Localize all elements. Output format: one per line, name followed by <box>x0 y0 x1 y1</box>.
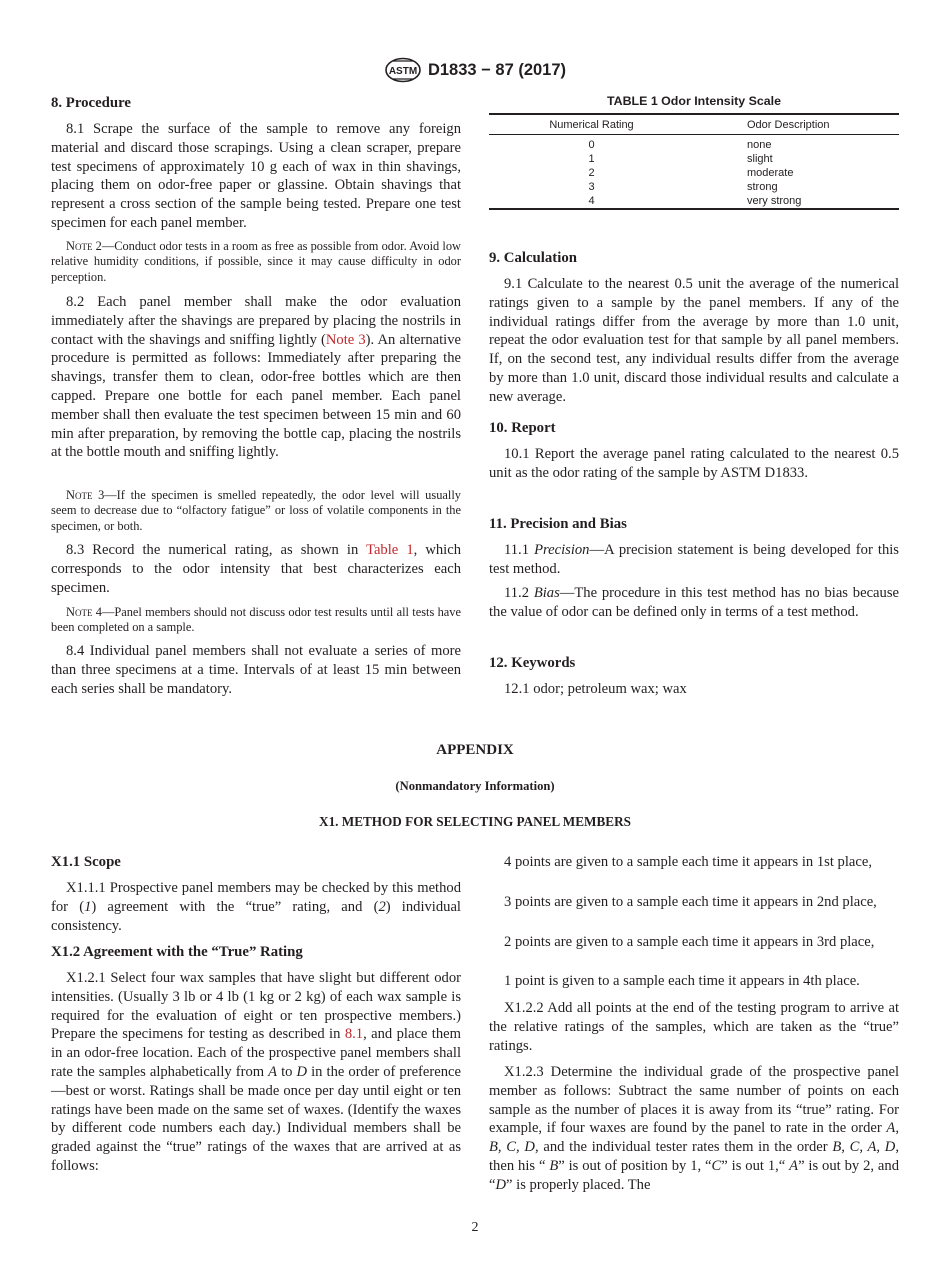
logo-text: ASTM <box>388 66 418 77</box>
points-3rd: 2 points are given to a sample each time it appears in 3rd place, <box>504 934 875 950</box>
note-3-text: —If the specimen is smelled repeatedly, the odor level will usually seem to decrease due to “olfactory fatigue” or loss of volatile components in the specimen, or both. <box>51 488 461 533</box>
astm-logo-icon <box>384 57 422 83</box>
section-11-heading: 11. Precision and Bias <box>489 516 627 532</box>
table-row <box>489 152 899 166</box>
para-x1-2-3-a: X1.2.3 Determine the individual grade of the prospective panel member as follows: Subtract the same number of points on each sample as the number of places it is away from its “true” rating. For example, if four waxes are found by the panel to rate in the order <box>489 1064 899 1137</box>
letter-b: B <box>549 1157 559 1174</box>
page-header <box>0 56 950 84</box>
section-9-heading: 9. Calculation <box>489 250 577 266</box>
rating-cell: 1 <box>588 153 595 165</box>
note-4-text: —Panel members should not discuss odor test results until all tests have been completed on a sample. <box>51 605 461 635</box>
para-x1-2-1-b: , and place them in an odor-free location. Each of the prospective panel members shall rate the samples alphabetically from <box>51 1026 461 1080</box>
para-8-1: 8.1 Scrape the surface of the sample to remove any foreign material and discard those scrapings. Using a clean scraper, prepare test specimens of approximately 10 g each of wax in thin shavings, placing them on odor-free paper or glassine. Obtain shavings that represent a cross section of the sample being tested. Prepare one test specimen for each panel member. <box>51 121 461 231</box>
para-x1-1-1-c: ) individual consistency. <box>51 898 461 934</box>
para-8-2-a: 8.2 Each panel member shall make the odor evaluation immediately after the shavings are prepared by placing the nostrils in contact with the shavings and sniffing lightly ( <box>51 294 461 348</box>
para-x1-2-1-a: X1.2.1 Select four wax samples that have slight but different odor intensities. (Usually 3 lb or 4 lb (1 kg or 2 kg) of each wax sample is required for the evaluation of eight or ten prospective members.) Prepare the specimens for testing as described in <box>51 970 461 1043</box>
para-x1-2-3-e: ” is out 1,“ <box>721 1157 790 1174</box>
letter-d-2: D <box>495 1176 507 1193</box>
order-tester: B, C, A, D <box>832 1139 896 1156</box>
para-x1-2-3-f: ” is out by 2, and “ <box>489 1157 899 1193</box>
para-8-3-a: 8.3 Record the numerical rating, as shown in <box>66 542 367 558</box>
table-row <box>489 135 899 153</box>
para-x1-2-1-d: in the order of preference—best or worst. Ratings shall be made once per day until eight or ten ratings have been made on the same set of waxes. (Identify the waxes by different code numbers each day.) Individual members shall be graded against the “true” ratings of the waxes that are arrived at as follows: <box>51 1063 461 1174</box>
section-8-heading: 8. Procedure <box>51 95 131 111</box>
description-cell: very strong <box>747 195 802 207</box>
rating-cell: 4 <box>588 195 595 207</box>
col-header-rating: Numerical Rating <box>549 119 634 131</box>
para-11-2 <box>489 584 899 622</box>
odor-intensity-table <box>489 113 899 210</box>
appendix-title: APPENDIX <box>436 742 514 758</box>
para-x1-1-1 <box>51 879 461 935</box>
rating-cell: 0 <box>588 139 595 151</box>
appendix-subtitle: (Nonmandatory Information) <box>395 779 555 793</box>
para-x1-2-1-c: to <box>277 1063 297 1080</box>
para-8-3-b: , which corresponds to the odor intensity that best characterizes each specimen. <box>51 542 461 596</box>
para-x1-2-1 <box>51 969 461 1176</box>
note-3 <box>51 488 461 534</box>
section-12-heading: 12. Keywords <box>489 655 576 671</box>
para-8-3 <box>51 541 461 597</box>
letter-a: A <box>268 1063 278 1080</box>
table-row <box>489 166 899 180</box>
para-x1-1-1-a: X1.1.1 Prospective panel members may be checked by this method for ( <box>51 880 461 915</box>
table-1-link[interactable]: Table 1 <box>366 542 414 558</box>
para-8-2 <box>51 293 461 462</box>
para-11-2-num: 11.2 <box>504 585 534 601</box>
note-3-label: Note 3 <box>66 488 105 502</box>
para-11-1 <box>489 541 899 579</box>
table-row <box>489 180 899 194</box>
para-8-2-b: ). An alternative procedure is permitted as follows: Immediately after preparing the shavings, transfer them to clean, odor-free bottles which are then capped. Prepare one bottle for each panel member. Each panel member shall then evaluate the test specimen between 15 min and 60 min after preparation, by removing the bottle cap, placing the nostrils at the bottle mouth and sniffing lightly. <box>51 331 461 461</box>
letter-c: C <box>711 1157 722 1174</box>
note-2-label: Note 2 <box>66 239 102 253</box>
para-x1-1-1-b: ) agreement with the “true” rating, and ( <box>91 898 379 915</box>
points-1st: 4 points are given to a sample each time it appears in 1st place, <box>504 854 872 870</box>
para-x1-2-3-b: , and the individual tester rates them in the order <box>534 1139 833 1156</box>
para-11-2-text: —The procedure in this test method has no bias because the value of odor can be defined only in terms of a test method. <box>489 585 899 620</box>
x1-title: X1. METHOD FOR SELECTING PANEL MEMBERS <box>319 814 631 829</box>
page-number: 2 <box>471 1220 479 1235</box>
rating-cell: 3 <box>588 181 595 193</box>
para-x1-2-3-c: , then his “ <box>489 1139 900 1174</box>
para-12-1: 12.1 odor; petroleum wax; wax <box>504 681 687 697</box>
order-panel: A, B, C, D <box>489 1120 899 1156</box>
para-8-4: 8.4 Individual panel members shall not evaluate a series of more than three specimens at a time. Intervals of at least 15 min between each series shall be mandatory. <box>51 643 461 697</box>
rating-cell: 2 <box>588 167 595 179</box>
description-cell: none <box>747 139 772 151</box>
item-number-1: 1 <box>84 898 92 915</box>
bias-term: Bias <box>533 585 560 601</box>
description-cell: moderate <box>747 167 794 179</box>
document-id: D1833 − 87 (2017) <box>427 60 567 79</box>
para-x1-2-3-g: ” is properly placed. The <box>506 1176 651 1193</box>
note-3-link[interactable]: Note 3 <box>325 331 366 348</box>
note-4 <box>51 605 461 636</box>
para-x1-2-2: X1.2.2 Add all points at the end of the testing program to arrive at the relative ratings of the samples, which are taken as the “true” ratings. <box>489 1000 899 1054</box>
points-2nd: 3 points are given to a sample each time it appears in 2nd place, <box>504 894 877 910</box>
letter-a-2: A <box>789 1157 799 1174</box>
x1-1-heading: X1.1 Scope <box>51 854 121 870</box>
note-4-label: Note 4 <box>66 605 102 619</box>
para-11-1-text: —A precision statement is being developed for this test method. <box>489 542 899 577</box>
precision-term: Precision <box>534 542 590 558</box>
col-header-description: Odor Description <box>747 119 830 131</box>
table-header-row <box>489 114 899 135</box>
para-x1-2-3 <box>489 1063 899 1195</box>
x1-2-heading: X1.2 Agreement with the “True” Rating <box>51 944 303 960</box>
description-cell: slight <box>747 153 773 165</box>
table-row <box>489 194 899 209</box>
item-number-2: 2 <box>378 898 386 915</box>
description-cell: strong <box>747 181 778 193</box>
para-x1-2-3-d: ” is out of position by 1, “ <box>558 1157 712 1174</box>
para-9-1: 9.1 Calculate to the nearest 0.5 unit the average of the numerical ratings given to a sample by the panel members. If any of the individual ratings differ from the average by more than 1.0 unit, repeat the odor evaluation test for that sample by all panel members. If, on the second test, any individual results differ from the average by more than 1.0 unit, discard those individual results and calculate a new average. <box>489 276 899 405</box>
section-8-1-link[interactable]: 8.1 <box>344 1026 364 1043</box>
note-2-text: —Conduct odor tests in a room as free as possible from odor. Avoid low relative humidity conditions, if possible, since it may cause difficulty in odor perception. <box>51 239 461 284</box>
table-1-title: TABLE 1 Odor Intensity Scale <box>607 94 781 108</box>
points-4th: 1 point is given to a sample each time it appears in 4th place. <box>504 973 860 989</box>
letter-d: D <box>296 1063 308 1080</box>
note-2 <box>51 239 461 285</box>
para-11-1-num: 11.1 <box>504 542 535 558</box>
para-10-1: 10.1 Report the average panel rating calculated to the nearest 0.5 unit as the odor rating of the sample by ASTM D1833. <box>489 446 899 481</box>
section-10-heading: 10. Report <box>489 420 556 436</box>
